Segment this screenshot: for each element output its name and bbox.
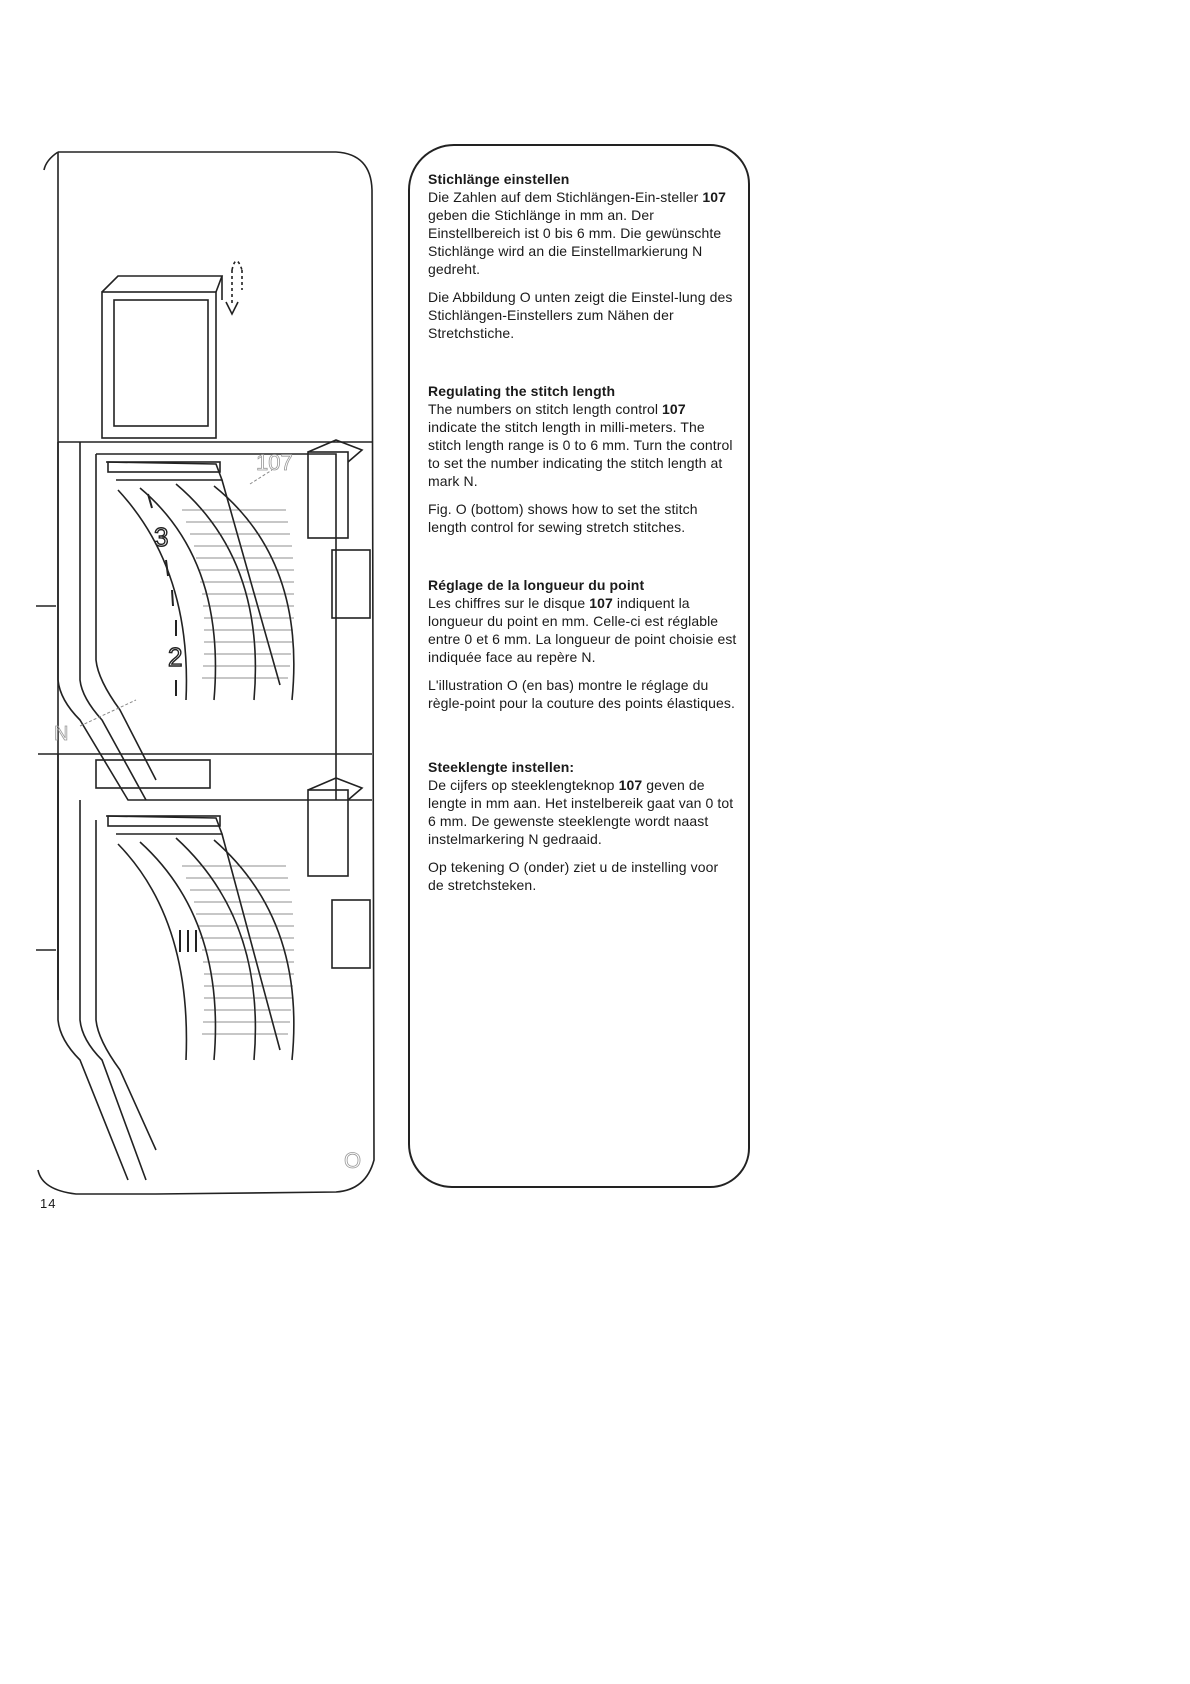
text-run: geven de lengte in mm aan. Het instelbereik gaat van 0 tot 6 mm. De gewenste steeklengte wordt naast instelmarkering N gedraaid. — [428, 777, 734, 847]
text-run: indiquent la longueur du point en mm. Celle-ci est réglable entre 0 et 6 mm. La longueur de point choisie est indiquée face au repère N. — [428, 595, 737, 665]
part-number: 107 — [702, 189, 726, 205]
stitch-length-dial-illustration — [36, 140, 396, 1200]
section-french — [428, 576, 738, 712]
dial-number-2: 2 — [168, 642, 183, 672]
instruction-text-column — [428, 170, 738, 904]
section-paragraph — [428, 188, 738, 278]
section-heading: Stichlänge einstellen — [428, 171, 570, 187]
section-heading: Regulating the stitch length — [428, 383, 616, 399]
text-run: geben die Stichlänge in mm an. Der Einstellbereich ist 0 bis 6 mm. Die gewünschte Stichlänge wird an die Einstellmarkierung N gedreht. — [428, 207, 722, 277]
section-paragraph: L'illustration O (en bas) montre le réglage du règle-point pour la couture des points élastiques. — [428, 677, 735, 711]
section-dutch — [428, 758, 738, 894]
text-run: De cijfers op steeklengteknop — [428, 777, 619, 793]
text-run: indicate the stitch length in milli-meters. The stitch length range is 0 to 6 mm. Turn the control to set the number indicating the stitch length at mark N. — [428, 419, 733, 489]
section-german — [428, 170, 738, 342]
callout-n: N — [54, 723, 69, 745]
text-run: Die Zahlen auf dem Stichlängen-Ein-steller — [428, 189, 703, 205]
part-number: 107 — [618, 777, 643, 793]
text-run: Les chiffres sur le disque — [428, 595, 590, 611]
part-number: 107 — [589, 595, 613, 611]
section-paragraph — [428, 400, 738, 490]
dial-number-3: 3 — [154, 522, 169, 552]
section-paragraph: Op tekening O (onder) ziet u de instelling voor de stretchsteken. — [428, 859, 719, 893]
part-number: 107 — [662, 401, 686, 417]
section-paragraph: Die Abbildung O unten zeigt die Einstel-lung des Stichlängen-Einstellers zum Nähen der Stretchstiche. — [428, 289, 733, 341]
section-paragraph: Fig. O (bottom) shows how to set the stitch length control for sewing stretch stitches. — [428, 501, 698, 535]
section-paragraph — [428, 594, 738, 666]
figure-label-o: O — [344, 1148, 362, 1173]
callout-107: 107 — [256, 450, 293, 475]
page-number: 14 — [40, 1196, 57, 1211]
section-heading: Steeklengte instellen: — [428, 759, 575, 775]
section-english — [428, 382, 738, 536]
section-heading: Réglage de la longueur du point — [428, 577, 645, 593]
section-paragraph — [428, 776, 738, 848]
text-run: The numbers on stitch length control — [428, 401, 663, 417]
